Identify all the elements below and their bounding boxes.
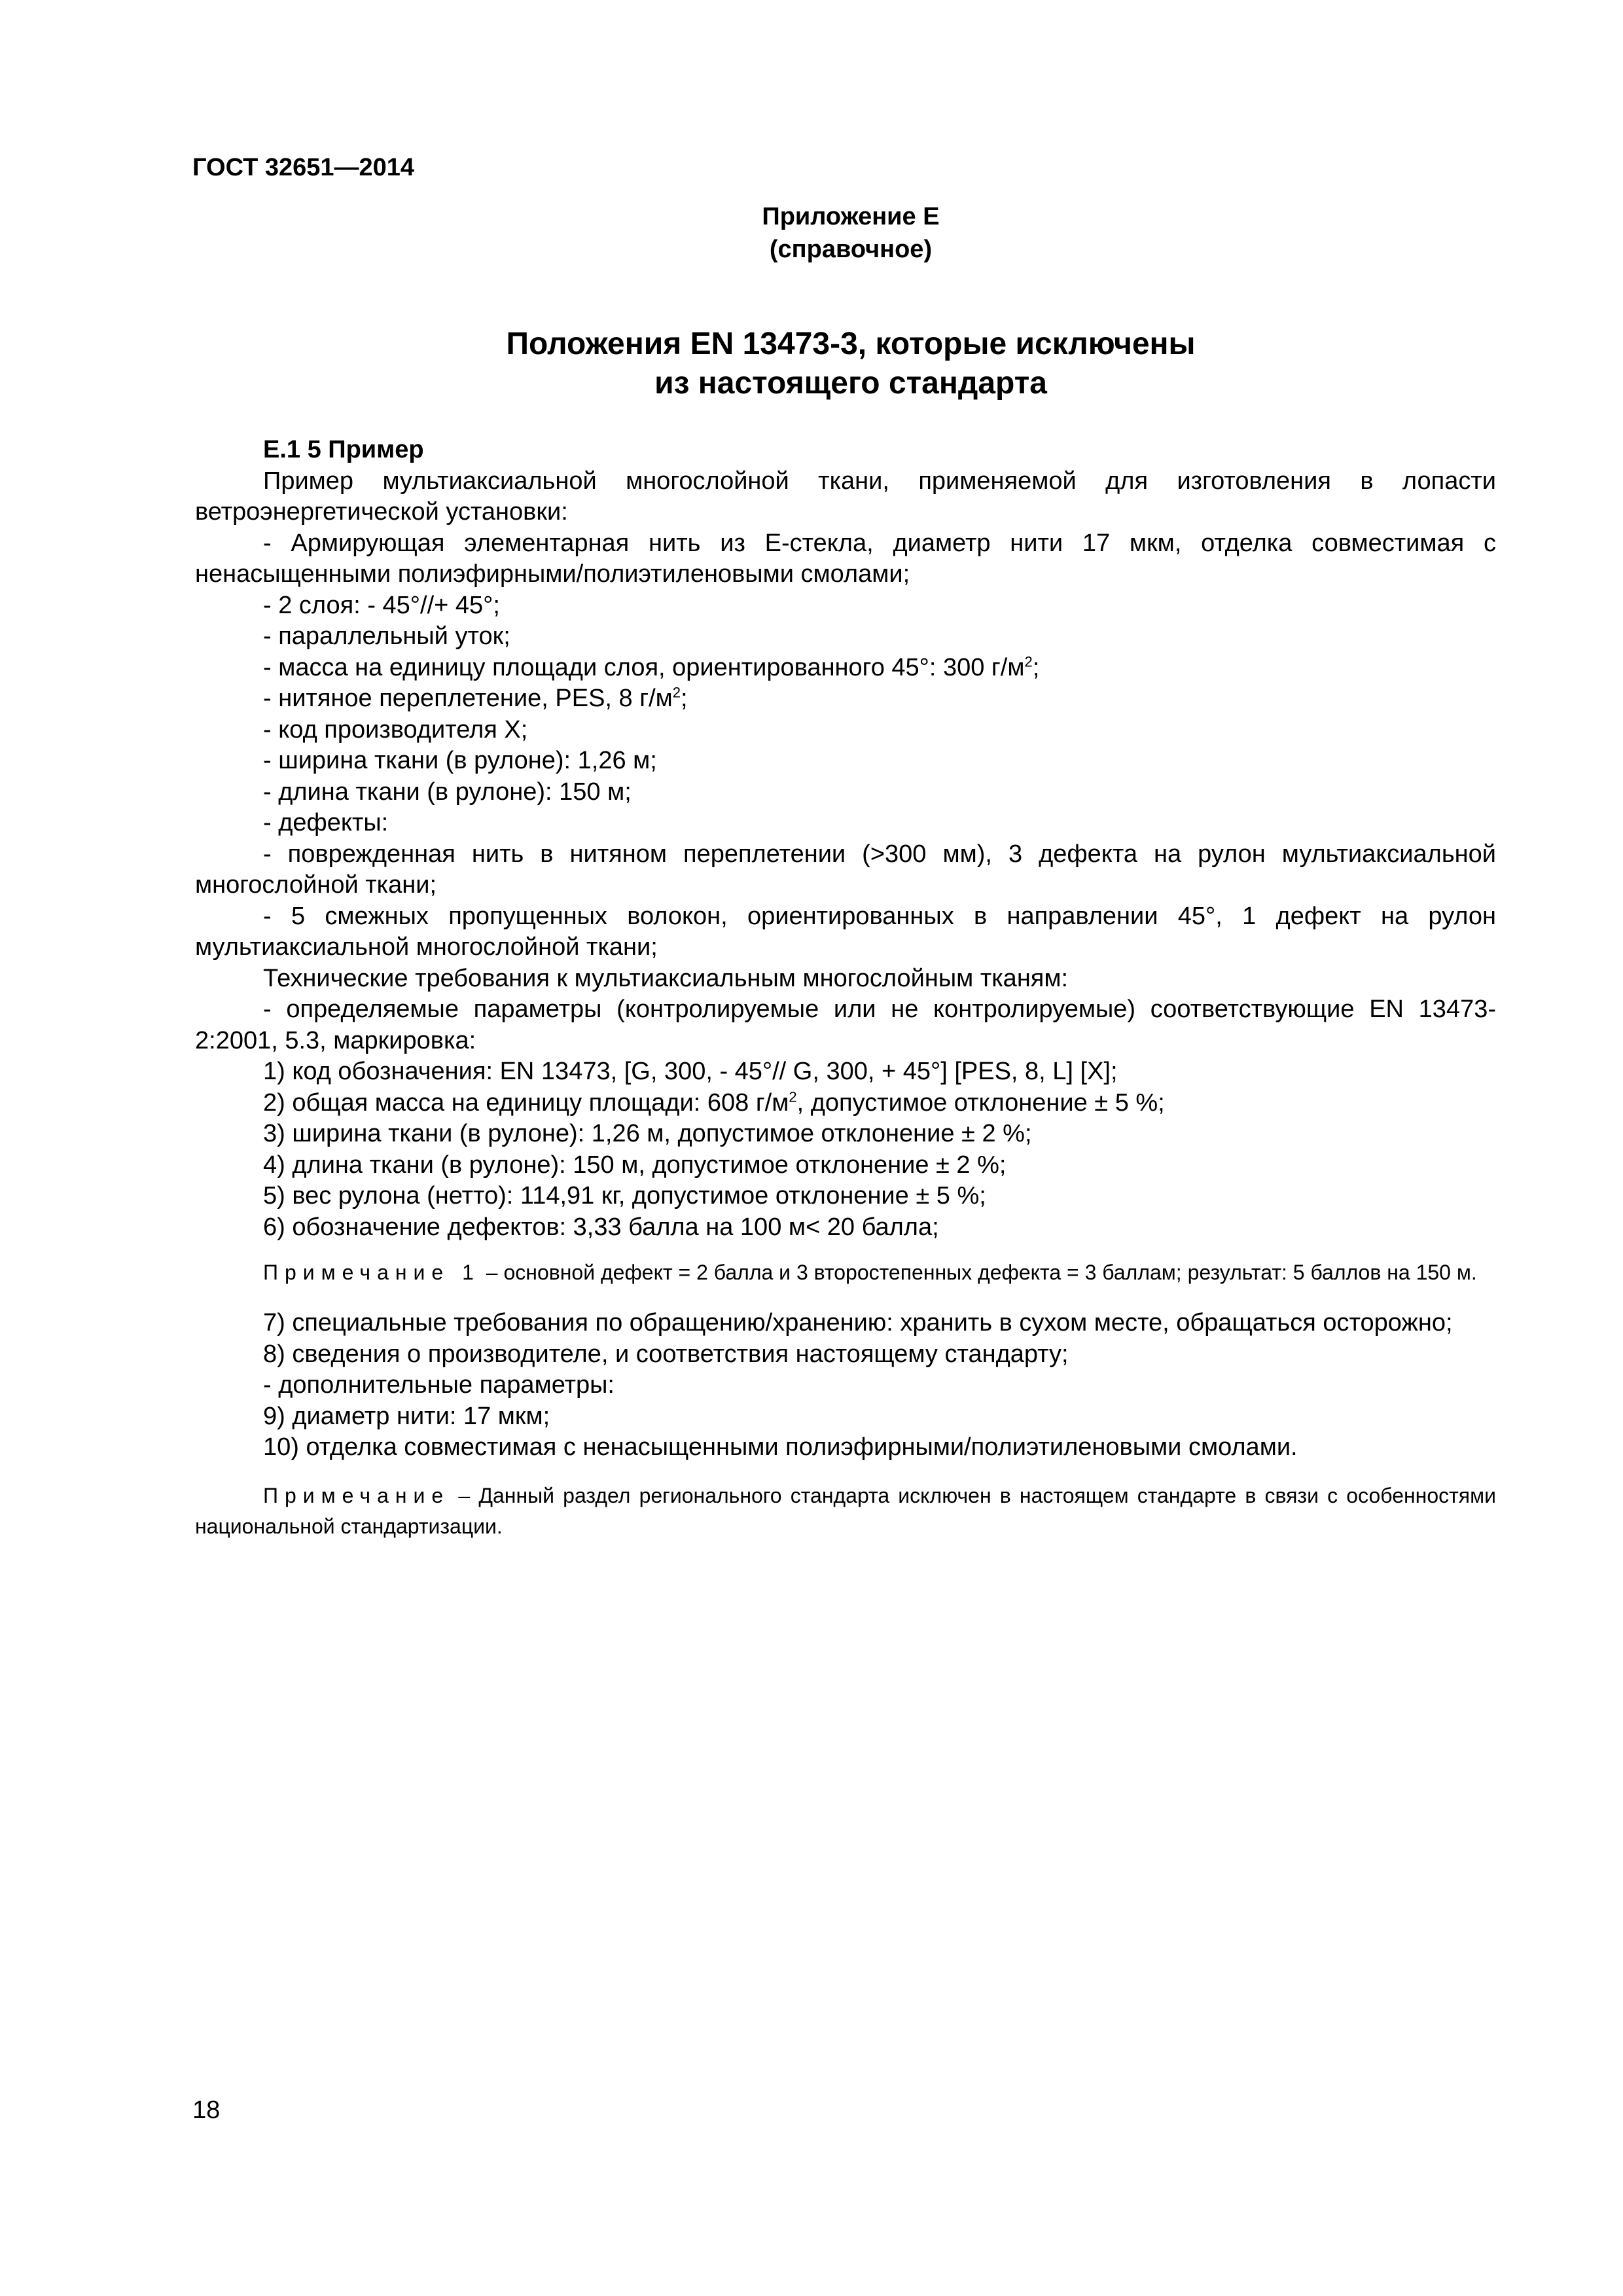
list-item: - ширина ткани (в рулоне): 1,26 м; (263, 747, 657, 774)
total-mass-text: 2) общая масса на единицу площади: 608 г/м (263, 1088, 789, 1117)
list-item: - код производителя X; (263, 715, 528, 744)
appendix-label: Приложение Е (762, 203, 940, 230)
layer-mass-sup: 2 (1024, 653, 1033, 670)
list-item: - длина ткани (в рулоне): 150 м; (263, 778, 632, 806)
title-line-2: из настоящего стандарта (654, 366, 1047, 401)
note-1-text: – основной дефект = 2 балла и 3 второстепенных дефекта = 3 баллам; результат: 5 баллов на 150 м. (480, 1261, 1477, 1284)
stitch-text: - нитяное переплетение, PES, 8 г/м (263, 685, 673, 712)
list-item: 1) код обозначения: EN 13473, [G, 300, - 45°// G, 300, + 45°] [PES, 8, L] [X]; (263, 1058, 1118, 1085)
list-item: - параллельный уток; (263, 622, 510, 650)
document-body (195, 435, 1496, 1542)
layer-mass-tail: ; (1032, 653, 1040, 681)
total-mass-sup: 2 (789, 1088, 797, 1105)
list-item: - 2 слоя: - 45°//+ 45°; (263, 591, 500, 619)
list-item: Технические требования к мультиаксиальным многослойным тканям: (263, 964, 1069, 992)
list-item: 6) обозначение дефектов: 3,33 балла на 100 м< 20 балла; (263, 1213, 939, 1241)
title-line-1: Положения EN 13473-3, которые исключены (506, 327, 1196, 361)
stitch-tail: ; (681, 685, 688, 712)
page-title (196, 325, 1505, 403)
list-item: - 5 смежных пропущенных волокон, ориентированных в направлении 45°, 1 дефект на рулон мультиаксиальной многослойной ткани; (195, 902, 1496, 961)
note-2-label: Примечание (263, 1483, 450, 1507)
list-item: 4) длина ткани (в рулоне): 150 м, допустимое отклонение ± 2 %; (263, 1151, 1007, 1179)
appendix-type: (справочное) (769, 236, 933, 263)
list-item: 5) вес рулона (нетто): 114,91 кг, допустимое отклонение ± 5 %; (263, 1182, 986, 1210)
list-item-total-mass (195, 1088, 1496, 1119)
note-1 (195, 1257, 1496, 1288)
note-2 (195, 1480, 1496, 1542)
section-intro: Пример мультиаксиальной многослойной ткани, применяемой для изготовления в лопасти ветроэнергетической установки: (195, 467, 1496, 526)
page-number: 18 (192, 2096, 221, 2124)
list-item: - Армирующая элементарная нить из Е-стекла, диаметр нити 17 мкм, отделка совместимая с ненасыщенными полиэфирными/полиэтиленовыми смолами; (195, 529, 1496, 588)
list-item: 7) специальные требования по обращению/хранению: хранить в сухом месте, обращаться осторожно; (263, 1309, 1453, 1336)
appendix-heading (524, 200, 1178, 266)
layer-mass-text: - масса на единицу площади слоя, ориентированного 45°: 300 г/м (263, 653, 1025, 681)
list-item: 10) отделка совместимая с ненасыщенными полиэфирными/полиэтиленовыми смолами. (263, 1433, 1298, 1461)
list-item-stitch (195, 683, 1496, 715)
list-item: 3) ширина ткани (в рулоне): 1,26 м, допустимое отклонение ± 2 %; (263, 1120, 1032, 1147)
total-mass-tail: , допустимое отклонение ± 5 %; (796, 1088, 1165, 1117)
list-item: - поврежденная нить в нитяном переплетении (>300 мм), 3 дефекта на рулон мультиаксиальной многослойной ткани; (195, 840, 1496, 899)
list-item: 8) сведения о производителе, и соответствия настоящему стандарту; (263, 1340, 1069, 1368)
list-item: 9) диаметр нити: 17 мкм; (263, 1402, 550, 1430)
section-heading: Е.1 5 Пример (263, 436, 424, 463)
stitch-sup: 2 (672, 684, 681, 701)
document-header: ГОСТ 32651—2014 (192, 154, 415, 181)
list-item-layer-mass (195, 653, 1496, 684)
list-item: - дополнительные параметры: (263, 1371, 615, 1399)
note-2-text: – Данный раздел регионального стандарта исключен в настоящем стандарте в связи с особенностями национальной стандартизации. (195, 1483, 1496, 1538)
list-item: - дефекты: (263, 809, 389, 836)
list-item: - определяемые параметры (контролируемые или не контролируемые) соответствующие EN 13473-2:2001, 5.3, маркировка: (195, 996, 1496, 1054)
note-1-label: Примечание 1 (263, 1261, 480, 1284)
